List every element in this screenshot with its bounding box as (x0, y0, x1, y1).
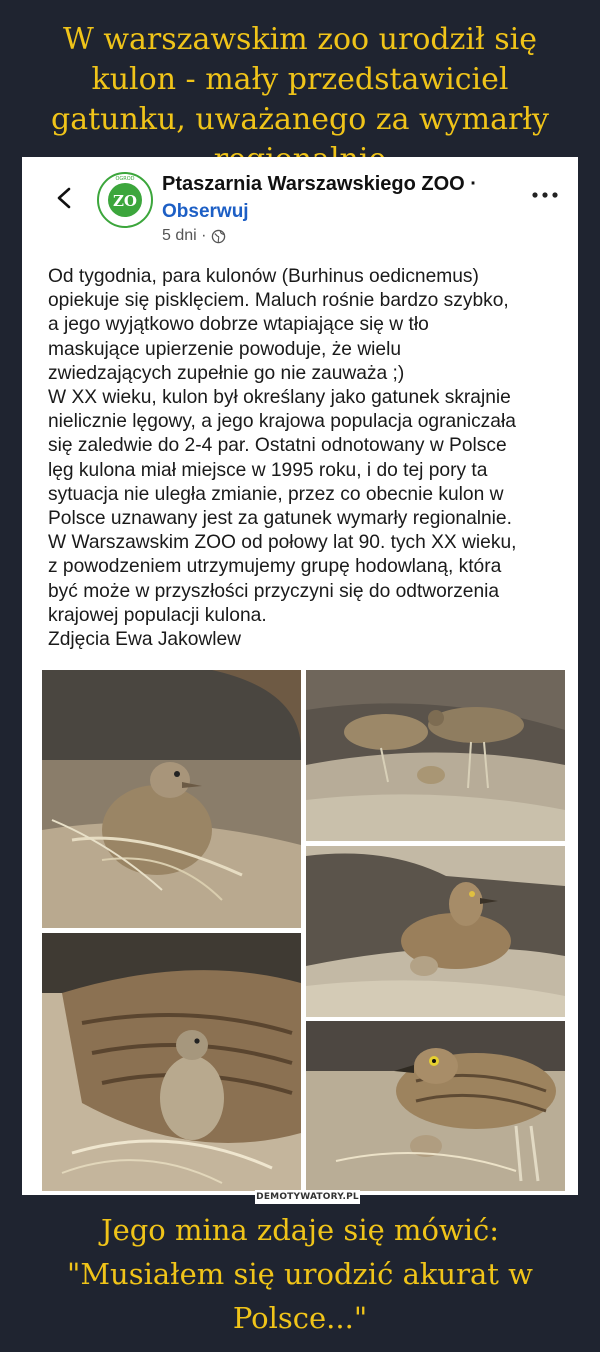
svg-text:ZO: ZO (112, 192, 138, 210)
photo-adult-with-chick[interactable] (306, 846, 565, 1017)
post-time: 5 dni · (162, 227, 207, 244)
post-meta (162, 227, 226, 245)
more-options-icon[interactable] (530, 185, 560, 205)
meme-title: W warszawskim zoo urodził się kulon - mały przedstawiciel gatunku, uważanego za wymarły (50, 22, 550, 137)
meme-caption: Jego mina zdaje się mówić: "Musiałem się urodzić akurat w Polsce..." (67, 1213, 533, 1335)
photo-chick-under-wing[interactable] (42, 933, 301, 1191)
photo-chick-closeup[interactable] (42, 670, 301, 928)
globe-icon (211, 229, 226, 244)
page-name-link[interactable]: Ptaszarnia Warszawskiego ZOO · (162, 173, 477, 195)
svg-text:OGROD: OGROD (115, 176, 135, 182)
back-arrow-icon[interactable] (54, 187, 76, 209)
post-body-text: Od tygodnia, para kulonów (Burhinus oedicnemus) opiekuje się pisklęciem. Maluch rośnie bardzo szybko, a jego wyjątkowo dobrze wtapiające się w tło maskujące upierzenie powoduje, że wielu zwiedzających zupełnie go nie zauważa ;) W XX wieku, kulon był określany jako gatunek skrajnie nielicznie lęgowy, a jego krajowa populacja ograniczała się zaledwie do 2-4 par. Ostatni odnotowany w Polsce lęg kulona miał miejsce w 1995 roku, i do tej pory ta sytuacja nie uległa zmianie, przez co obecnie kulon w Polsce uznawany jest za gatunek wymarły regionalnie. W Warszawskim ZOO od połowy lat 90. tych XX wieku, z powodzeniem utrzymujemy grupę hodowlaną, która być może w przyszłości przyczyni się do odtworzenia krajowej populacji kulona. Zdjęcia Ewa Jakowlew (48, 266, 517, 651)
zoo-logo-avatar[interactable] (96, 171, 154, 229)
facebook-post-screenshot (22, 157, 578, 1195)
follow-button[interactable]: Obserwuj (162, 201, 249, 222)
watermark: DEMOTYWATORY.PL (256, 1192, 359, 1202)
photo-adult-closeup[interactable] (306, 1021, 565, 1191)
photo-adult-pair[interactable] (306, 670, 565, 841)
